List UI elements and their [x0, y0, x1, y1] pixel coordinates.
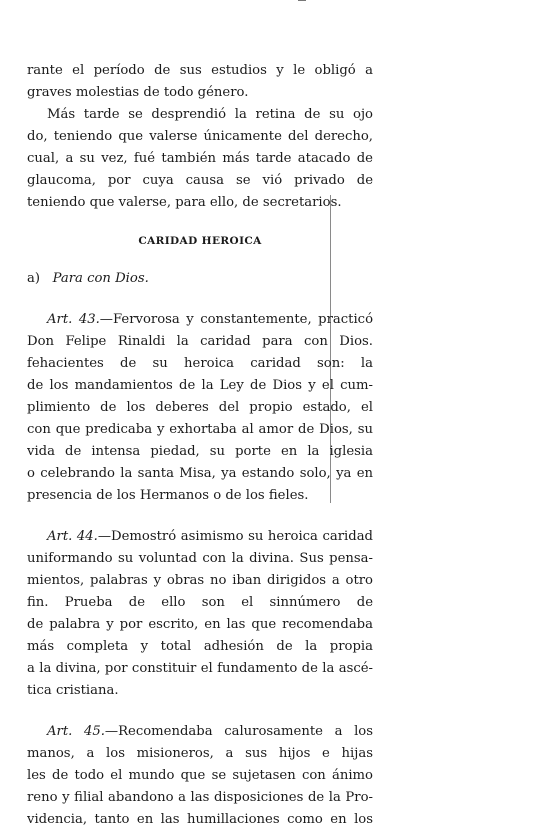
text-line: uniformando su voluntad con la divina. Sus pensa- [27, 551, 373, 566]
text-line: cual, a su vez, fué también más tarde atacado de [27, 151, 373, 166]
text-line: teniendo que valerse, para ello, de secretarios. [27, 195, 342, 210]
article-first-line [27, 526, 373, 548]
text-line: Más tarde se desprendió la retina de su ojo [47, 107, 373, 122]
text-line: de los mandamientos de la Ley de Dios y el cum- [27, 378, 373, 393]
text-line: graves molestias de todo género. [27, 85, 249, 100]
article-label: Art. 43. [47, 312, 100, 327]
article-text: —Fervorosa y constantemente, practicó [99, 312, 373, 327]
text-line: o celebrando la santa Misa, ya estando solo, ya en [27, 466, 373, 481]
section-heading: CARIDAD HEROICA [138, 235, 262, 247]
text-line: glaucoma, por cuya causa se vió privado de [27, 173, 373, 188]
document-page [27, 60, 373, 831]
subsection-marker: a) [27, 271, 41, 286]
text-line: presencia de los Hermanos o de los fieles. [27, 488, 309, 503]
text-line: mientos, palabras y obras no iban dirigidos a otro [27, 573, 373, 588]
text-line: a la divina, por constituir el fundamento de la ascé- [27, 661, 373, 676]
article-text: —Demostró asimismo su heroica caridad [97, 529, 373, 544]
article-label: Art. 44. [47, 529, 98, 544]
text-line: fin. Prueba de ello son el sinnúmero de [27, 595, 373, 610]
text-line: manos, a los misioneros, a sus hijos e hijas [27, 746, 373, 761]
text-line: Don Felipe Rinaldi la caridad para con Dios. [27, 334, 373, 349]
text-line: con que predicaba y exhortaba al amor de Dios, su [27, 422, 373, 437]
article-first-line [27, 309, 373, 331]
text-line: más completa y total adhesión de la propia [27, 639, 373, 654]
subsection-label: Para con Dios. [52, 271, 149, 286]
text-line: tica cristiana. [27, 683, 119, 698]
top-edge-mark [298, 0, 306, 1]
text-line: fehacientes de su heroica caridad son: la [27, 356, 373, 371]
text-line: do, teniendo que valerse únicamente del derecho, [27, 129, 373, 144]
subsection-title [27, 268, 373, 290]
text-line: reno y filial abandono a las disposiciones de la Pro- [27, 790, 373, 805]
article-text: —Recomendaba calurosamente a los [104, 724, 373, 739]
text-line: de palabra y por escrito, en las que recomendaba [27, 617, 373, 632]
text-line: rante el período de sus estudios y le obligó a [27, 63, 373, 78]
text-line: videncia, tanto en las humillaciones como en los [27, 812, 373, 827]
text-line: plimiento de los deberes del propio estado, el [27, 400, 373, 415]
text-line: vida de intensa piedad, su porte en la iglesia [27, 444, 373, 459]
article-label: Art. 45. [47, 724, 105, 739]
text-line: les de todo el mundo que se sujetasen con ánimo [27, 768, 373, 783]
article-first-line [27, 721, 373, 743]
